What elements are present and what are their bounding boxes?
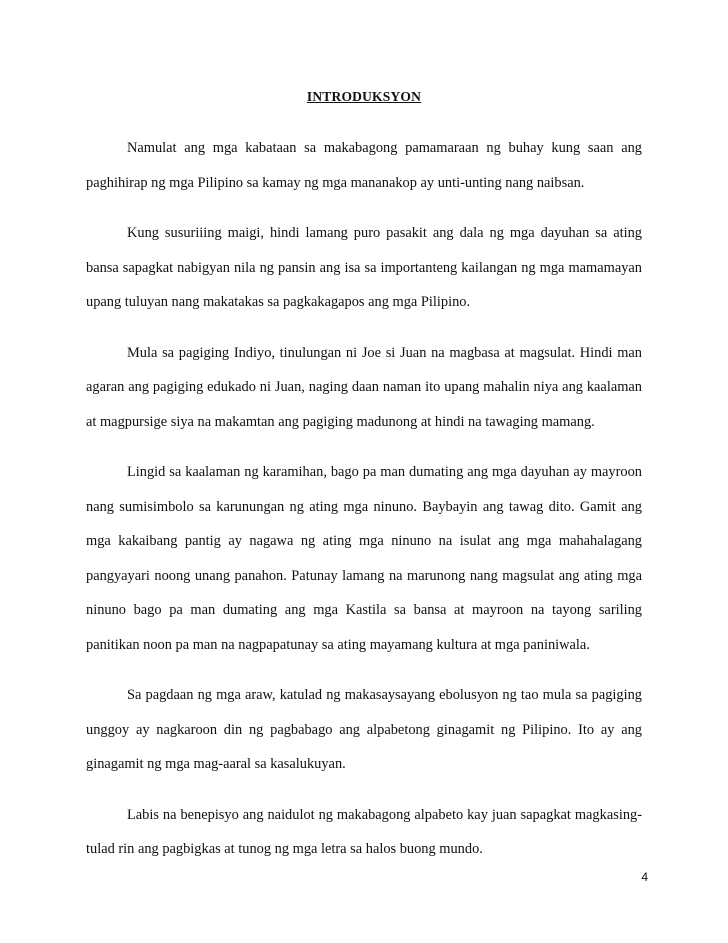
- page-title: INTRODUKSYON: [306, 89, 422, 104]
- paragraph: Mula sa pagiging Indiyo, tinulungan ni Joe si Juan na magbasa at magsulat. Hindi man agaran ang pagiging edukado ni Juan, naging daan naman ito upang mahalin niya ang kaalaman at magpursige siya na makamtan ang pagiging madunong at hindi na tawaging mamang.: [86, 344, 642, 430]
- page-number: 4: [641, 870, 648, 884]
- document-body: [86, 131, 642, 883]
- paragraph: Namulat ang mga kabataan sa makabagong pamamaraan ng buhay kung saan ang paghihirap ng mga Pilipino sa kamay ng mga mananakop ay unti-unting nang naibsan.: [86, 140, 642, 191]
- paragraph: Sa pagdaan ng mga araw, katulad ng makasaysayang ebolusyon ng tao mula sa pagiging unggoy ay nagkaroon din ng pagbabago ang alpabetong ginagamit ng Pilipino. Ito ay ang ginagamit ng mga mag-aaral sa kasalukuyan.: [86, 687, 642, 772]
- paragraph: Kung susuriiing maigi, hindi lamang puro pasakit ang dala ng mga dayuhan sa ating bansa sapagkat nabigyan nila ng pansin ang isa sa importanteng kailangan ng mga mamamayan upang tuluyan nang makatakas sa pagkakagapos ang mga Pilipino.: [86, 225, 642, 310]
- paragraph: Lingid sa kaalaman ng karamihan, bago pa man dumating ang mga dayuhan ay mayroon nang sumisimbolo sa karunungan ng ating mga ninuno. Baybayin ang tawag dito. Gamit ang mga kakaibang pantig ay nagawa ng ating mga ninuno na isulat ang mga mahahalagang pangyayari noong unang panahon. Patunay lamang na marunong nang magsulat ang ating mga ninuno bago pa man dumating ang mga Kastila sa bansa at mayroon na tayong sariling panitikan noon pa man na nagpapatunay sa ating mayamang kultura at mga paniniwala.: [86, 464, 642, 653]
- paragraph: Labis na benepisyo ang naidulot ng makabagong alpabeto kay juan sapagkat magkasing-tulad rin ang pagbigkas at tunog ng mga letra sa halos buong mundo.: [86, 806, 642, 857]
